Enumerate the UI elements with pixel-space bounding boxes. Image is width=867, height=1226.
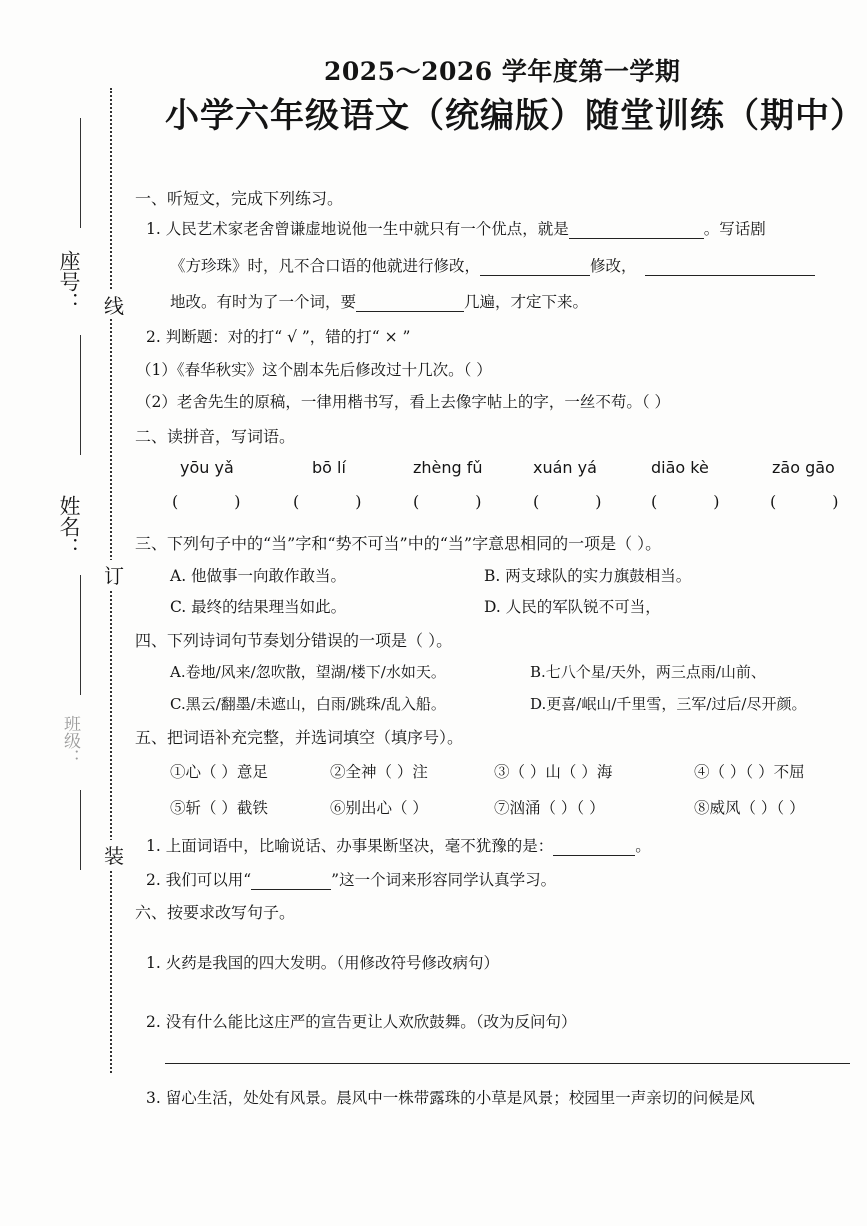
word-2: ②全神（ ）注	[330, 763, 428, 781]
pinyin-6: zāo gāo	[772, 458, 835, 477]
answer-box-4[interactable]: ( )	[533, 492, 602, 511]
word-1: ①心（ ）意足	[170, 763, 268, 781]
section-1-title: 一、听短文，完成下列练习。	[135, 189, 344, 208]
s6-q3: 3. 留心生活，处处有风景。晨风中一株带露珠的小草是风景；校园里一声亲切的问候是风	[146, 1089, 755, 1107]
term-heading: 2025～2026 学年度第一学期	[324, 57, 681, 86]
pinyin-3: zhèng fǔ	[413, 458, 483, 477]
word-6: ⑥别出心（ ）	[330, 799, 428, 817]
word-4: ④（ ）（ ）不屈	[694, 763, 805, 781]
s1-q1-line3: 地改。有时为了一个词，要 几遍，才定下来。	[170, 293, 589, 311]
section-3-title: 三、下列句子中的“当”字和“势不可当”中的“当”字意思相同的一项是（ ）。	[135, 534, 662, 553]
pinyin-5: diāo kè	[651, 458, 709, 477]
binding-zhuang: 装	[104, 840, 124, 869]
answer-blank[interactable]	[553, 839, 635, 856]
s3-option-a: A. 他做事一向敢作敢当。	[170, 567, 347, 585]
s6-q2-answer-line[interactable]	[165, 1063, 850, 1064]
binding-ding: 订	[104, 560, 124, 589]
seat-line-bottom	[80, 335, 81, 455]
pinyin-2: bō lí	[312, 458, 346, 477]
answer-blank[interactable]	[569, 222, 704, 239]
name-line	[80, 575, 81, 695]
pinyin-1: yōu yǎ	[180, 458, 234, 477]
s6-q2: 2. 没有什么能比这庄严的宣告更让人欢欣鼓舞。（改为反问句）	[146, 1013, 577, 1031]
s4-option-a: A.卷地/风来/忽吹散，望湖/楼下/水如天。	[170, 663, 446, 681]
answer-blank[interactable]	[645, 259, 815, 276]
s1-q1-line2: 《方珍珠》时，凡不合口语的他就进行修改， 修改，	[170, 254, 815, 276]
answer-blank[interactable]	[251, 873, 331, 890]
s3-option-b: B. 两支球队的实力旗鼓相当。	[484, 567, 692, 585]
answer-blank[interactable]	[480, 259, 590, 276]
s4-option-c: C.黑云/翻墨/未遮山，白雨/跳珠/乱入船。	[170, 695, 446, 713]
s5-q1: 1. 上面词语中，比喻说话、办事果断坚决，毫不犹豫的是： 。	[146, 837, 651, 855]
word-5: ⑤斩（ ）截铁	[170, 799, 268, 817]
s4-option-d: D.更喜/岷山/千里雪，三军/过后/尽开颜。	[530, 695, 807, 713]
answer-box-6[interactable]: ( )	[770, 492, 839, 511]
s1-q2-2: （2）老舍先生的原稿，一律用楷书写，看上去像字帖上的字，一丝不苟。（ ）	[136, 393, 671, 411]
answer-box-3[interactable]: ( )	[413, 492, 482, 511]
answer-blank[interactable]	[356, 295, 464, 312]
answer-box-5[interactable]: ( )	[651, 492, 720, 511]
name-label: 姓名：	[57, 495, 81, 558]
section-4-title: 四、下列诗词句节奏划分错误的一项是（ ）。	[135, 631, 453, 650]
class-line	[80, 790, 81, 870]
s1-q2: 2. 判断题：对的打“ √ ”，错的打“ × ”	[146, 328, 411, 346]
answer-box-1[interactable]: ( )	[172, 492, 241, 511]
seat-label: 座号：	[57, 250, 81, 313]
s4-option-b: B.七八个星/天外，两三点雨/山前、	[530, 663, 766, 681]
section-6-title: 六、按要求改写句子。	[135, 903, 296, 922]
section-2-title: 二、读拼音，写词语。	[135, 427, 296, 446]
word-3: ③（ ）山（ ）海	[494, 763, 613, 781]
seat-line-top	[80, 118, 81, 228]
s3-option-c: C. 最终的结果理当如此。	[170, 598, 347, 616]
s3-option-d: D. 人民的军队锐不可当，	[484, 598, 661, 616]
s6-q1: 1. 火药是我国的四大发明。（用修改符号修改病句）	[146, 954, 499, 972]
answer-box-2[interactable]: ( )	[293, 492, 362, 511]
word-7: ⑦汹涌（ ）（ ）	[494, 799, 605, 817]
s1-q1-line1: 1. 人民艺术家老舍曾谦虚地说他一生中就只有一个优点，就是 。写话剧	[146, 220, 766, 238]
pinyin-4: xuán yá	[533, 458, 597, 477]
s1-q2-1: （1）《春华秋实》这个剧本先后修改过十几次。（ ）	[136, 361, 492, 379]
word-8: ⑧威风（ ）（ ）	[694, 799, 805, 817]
class-label-faint: 班级：	[60, 715, 80, 766]
section-5-title: 五、把词语补充完整，并选词填空（填序号）。	[135, 728, 464, 747]
page-title: 小学六年级语文（统编版）随堂训练（期中）	[165, 96, 865, 136]
s5-q2: 2. 我们可以用“ ”这一个词来形容同学认真学习。	[146, 871, 557, 889]
binding-xian: 线	[104, 290, 124, 319]
